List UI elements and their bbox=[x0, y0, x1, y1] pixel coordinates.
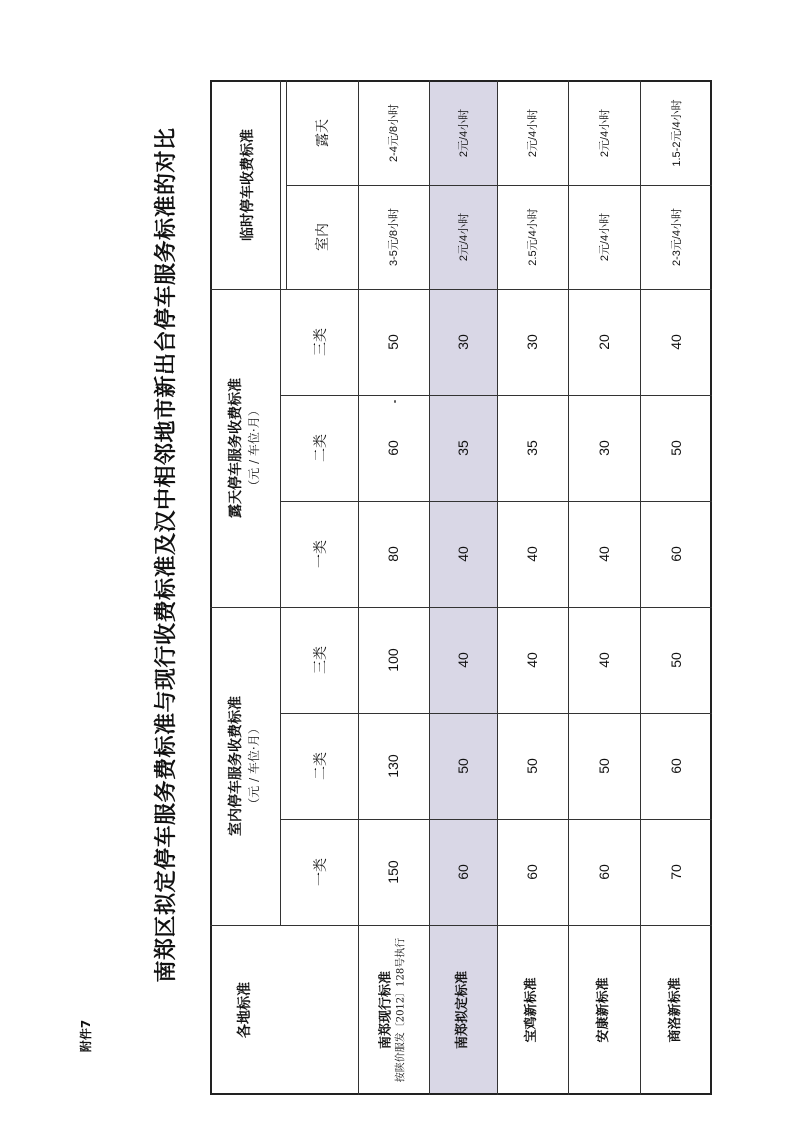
cell-baoji-outdoor-3: 30 bbox=[524, 334, 540, 350]
cell-ankang-outdoor-1: 40 bbox=[596, 546, 612, 562]
cell-current-temp-outdoor: 2-4元/8小时 bbox=[388, 103, 400, 163]
temp-indoor-header: 室内 bbox=[315, 223, 331, 251]
cell-proposed-temp-indoor: 2元/4小时 bbox=[458, 212, 470, 262]
outdoor-header-unit: （元 / 车位·月） bbox=[247, 404, 261, 492]
indoor-class-1: 一类 bbox=[313, 858, 329, 886]
grid-line bbox=[280, 819, 712, 820]
grid-line bbox=[286, 80, 287, 289]
cell-ankang-indoor-3: 40 bbox=[596, 652, 612, 668]
grid-line bbox=[280, 713, 712, 714]
row-label-current-note: 按陕价服发〔2012〕128号执行 bbox=[395, 937, 407, 1083]
cell-shangluo-indoor-3: 50 bbox=[668, 652, 684, 668]
cell-shangluo-indoor-2: 60 bbox=[668, 758, 684, 774]
indoor-class-3: 三类 bbox=[313, 646, 329, 674]
grid-line bbox=[286, 185, 712, 186]
grid-line bbox=[358, 80, 359, 1095]
attachment-label: 附件7 bbox=[79, 1019, 93, 1053]
row-label-proposed: 南郑拟定标准 bbox=[455, 971, 470, 1050]
cell-baoji-outdoor-2: 35 bbox=[524, 440, 540, 456]
indoor-header-unit: （元 / 车位·月） bbox=[247, 722, 261, 810]
row-label-current-title: 南郑现行标准 bbox=[378, 971, 394, 1050]
cell-current-outdoor-1: 80 bbox=[385, 546, 401, 562]
cell-baoji-indoor-2: 50 bbox=[524, 758, 540, 774]
grid-line bbox=[429, 80, 430, 1095]
cell-baoji-temp-indoor: 2.5元/4小时 bbox=[527, 208, 539, 266]
document-title: 南郑区拟定停车服务费标准与现行收费标准及汉中相邻地市新出台停车服务标准的对比 bbox=[153, 127, 179, 983]
cell-proposed-outdoor-1: 40 bbox=[455, 546, 471, 562]
grid-line bbox=[568, 80, 569, 1095]
cell-baoji-outdoor-1: 40 bbox=[524, 546, 540, 562]
cell-proposed-indoor-3: 40 bbox=[455, 652, 471, 668]
row-label-ankang: 安康新标准 bbox=[596, 977, 611, 1043]
grid-line bbox=[497, 80, 498, 1095]
cell-ankang-outdoor-2: 30 bbox=[596, 440, 612, 456]
cell-ankang-outdoor-3: 20 bbox=[596, 334, 612, 350]
cell-ankang-indoor-1: 60 bbox=[596, 864, 612, 880]
grid-line bbox=[280, 80, 281, 925]
cell-ankang-temp-outdoor: 2元/4小时 bbox=[599, 108, 611, 158]
cell-shangluo-outdoor-2: 50 bbox=[668, 440, 684, 456]
cell-shangluo-temp-outdoor: 1.5-2元/4小时 bbox=[671, 99, 683, 167]
cell-proposed-outdoor-2: 35 bbox=[455, 440, 471, 456]
cell-current-outdoor-3: 50 bbox=[385, 334, 401, 350]
cell-shangluo-indoor-1: 70 bbox=[668, 864, 684, 880]
outdoor-header-title: 露天停车服务收费标准 bbox=[228, 378, 244, 518]
cell-ankang-temp-indoor: 2元/4小时 bbox=[599, 212, 611, 262]
grid-line bbox=[210, 925, 712, 926]
grid-line bbox=[640, 80, 641, 1095]
outdoor-class-3: 三类 bbox=[313, 328, 329, 356]
row-label-baoji: 宝鸡新标准 bbox=[524, 977, 539, 1043]
cell-baoji-temp-outdoor: 2元/4小时 bbox=[527, 108, 539, 158]
cell-proposed-indoor-2: 50 bbox=[455, 758, 471, 774]
cell-ankang-indoor-2: 50 bbox=[596, 758, 612, 774]
outdoor-class-2: 二类 bbox=[313, 434, 329, 462]
cell-shangluo-outdoor-1: 60 bbox=[668, 546, 684, 562]
cell-current-indoor-3: 100 bbox=[385, 648, 401, 672]
temp-outdoor-header: 露天 bbox=[315, 119, 331, 147]
outdoor-class-1: 一类 bbox=[313, 540, 329, 568]
cell-shangluo-temp-indoor: 2-3元/4小时 bbox=[671, 207, 683, 267]
cell-proposed-outdoor-3: 30 bbox=[455, 334, 471, 350]
cell-proposed-indoor-1: 60 bbox=[455, 864, 471, 880]
corner-header: 各地标准 bbox=[237, 982, 253, 1038]
outdoor-header bbox=[227, 298, 263, 598]
cell-proposed-temp-outdoor: 2元/4小时 bbox=[458, 108, 470, 158]
cell-baoji-indoor-1: 60 bbox=[524, 864, 540, 880]
cell-current-indoor-1: 150 bbox=[385, 860, 401, 884]
cell-current-temp-indoor: 3-5元/8小时 bbox=[388, 207, 400, 267]
grid-line bbox=[280, 501, 712, 502]
temp-header: 临时停车收费标准 bbox=[240, 129, 256, 241]
indoor-class-2: 二类 bbox=[313, 752, 329, 780]
cell-current-outdoor-2: 60 bbox=[385, 440, 401, 456]
grid-line bbox=[280, 395, 712, 396]
row-label-shangluo: 商洛新标准 bbox=[668, 977, 683, 1043]
grid-line bbox=[210, 607, 712, 608]
cell-shangluo-outdoor-3: 40 bbox=[668, 334, 684, 350]
indoor-header-title: 室内停车服务收费标准 bbox=[228, 696, 244, 836]
grid-line bbox=[210, 289, 712, 290]
cell-baoji-indoor-3: 40 bbox=[524, 652, 540, 668]
row-label-current bbox=[379, 935, 408, 1085]
cell-current-indoor-2: 130 bbox=[385, 754, 401, 778]
indoor-header bbox=[227, 616, 263, 916]
